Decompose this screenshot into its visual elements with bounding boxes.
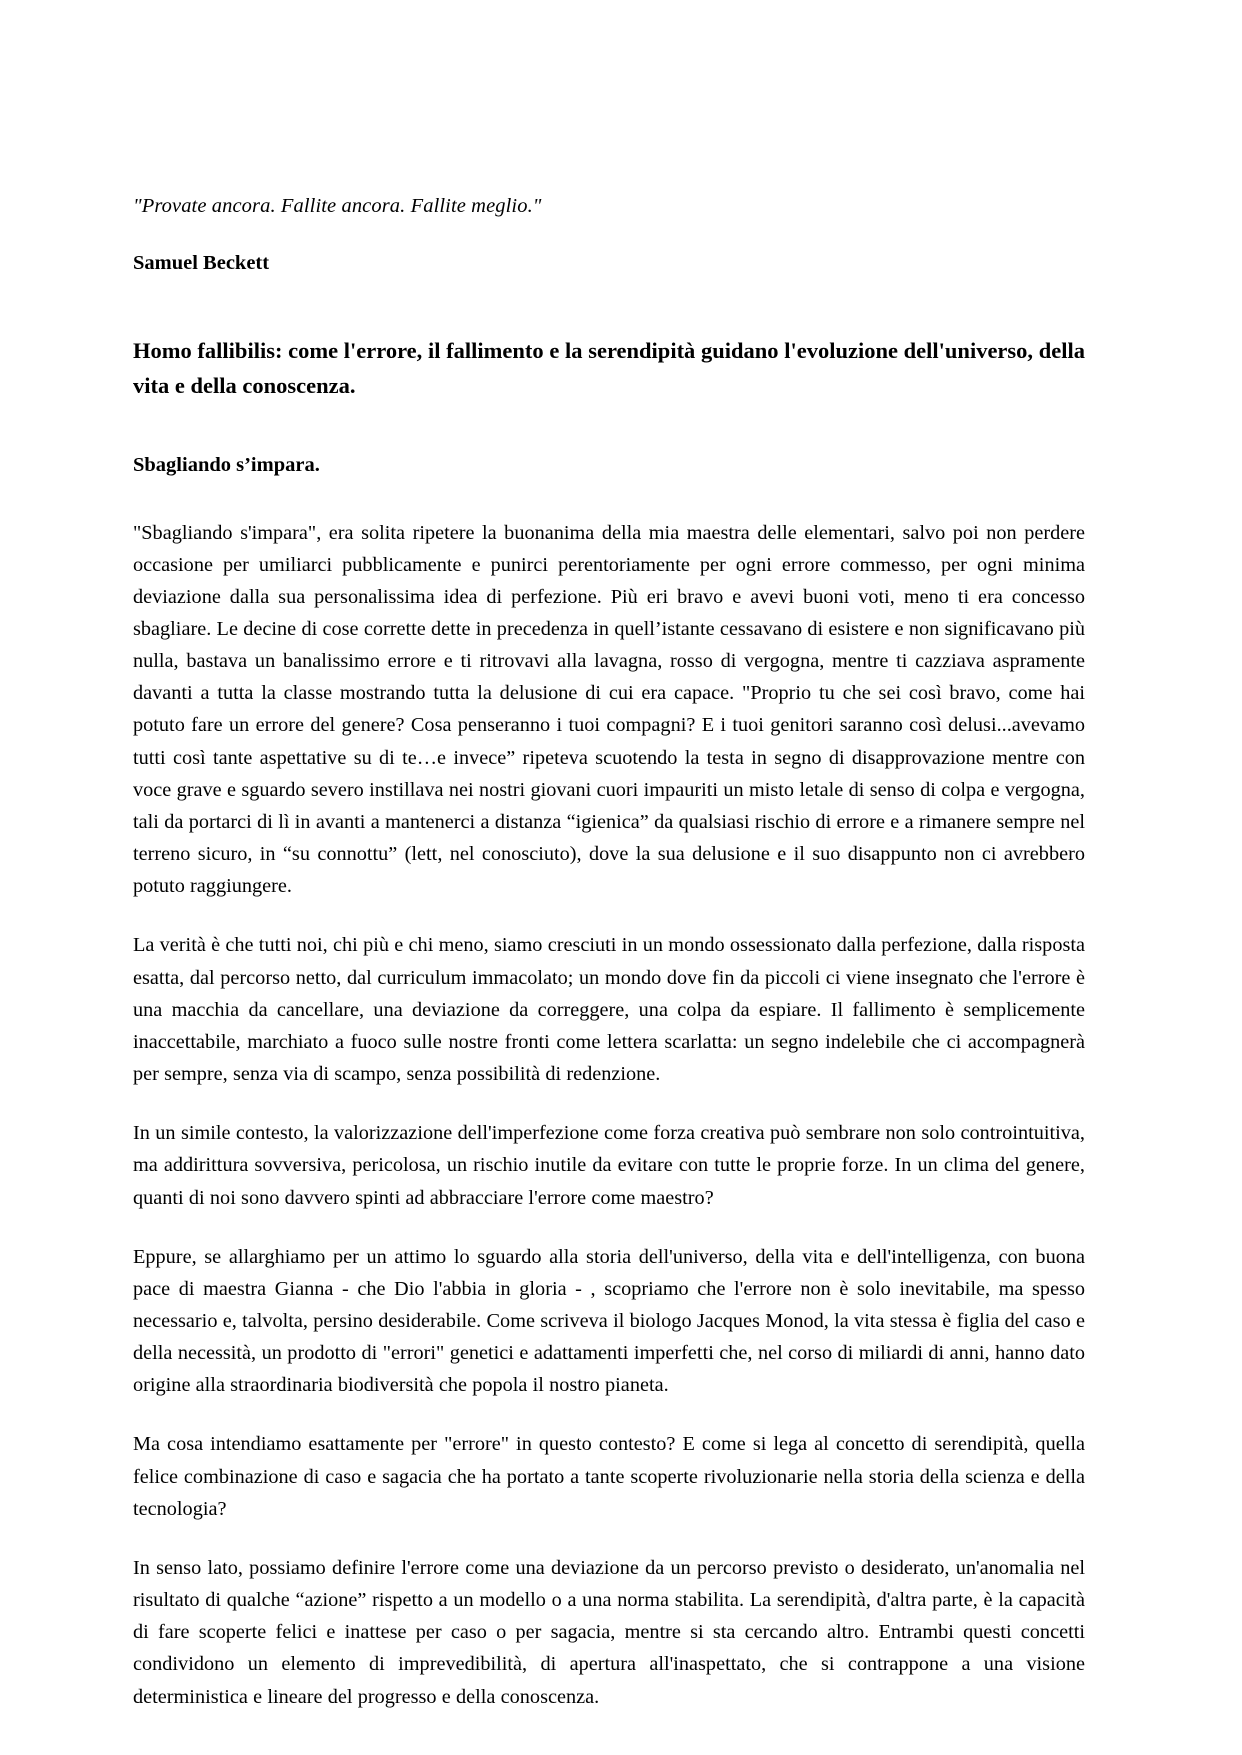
- page-title: Homo fallibilis: come l'errore, il fallimento e la serendipità guidano l'evoluzione dell'universo, della vita e della conoscenza.: [133, 338, 1085, 398]
- epigraph-attribution: Samuel Beckett: [133, 251, 270, 274]
- body-paragraph: Ma cosa intendiamo esattamente per "errore" in questo contesto? E come si lega al concetto di serendipità, quella felice combinazione di caso e sagacia che ha portato a tante scoperte rivoluzionarie nella storia della scienza e della tecnologia?: [133, 1433, 1085, 1520]
- body-paragraph: In un simile contesto, la valorizzazione dell'imperfezione come forza creativa può sembrare non solo controintuitiva, ma addirittura sovversiva, pericolosa, un rischio inutile da evitare con tutte le proprie forze. In un clima del genere, quanti di noi sono davvero spinti ad abbracciare l'errore come maestro?: [133, 1122, 1085, 1209]
- body-paragraph: "Sbagliando s'impara", era solita ripetere la buonanima della mia maestra delle elementari, salvo poi non perdere occasione per umiliarci pubblicamente e punirci perentoriamente per ogni errore commesso, per ogni minima deviazione dalla sua personalissima idea di perfezione. Più eri bravo e avevi buoni voti, meno ti era concesso sbagliare. Le decine di cose corrette dette in precedenza in quell’istante cessavano di esistere e non significavano più nulla, bastava un banalissimo errore e ti ritrovavi alla lavagna, rosso di vergogna, mentre ti cazziava aspramente davanti a tutta la classe mostrando tutta la delusione di cui era capace. "Proprio tu che sei così bravo, come hai potuto fare un errore del genere? Cosa penseranno i tuoi compagni? E i tuoi genitori saranno così delusi...avevamo tutti così tante aspettative su di te…e invece” ripeteva scuotendo la testa in segno di disapprovazione mentre con voce grave e sguardo severo instillava nei nostri giovani cuori impauriti un misto letale di senso di colpa e vergogna, tali da portarci di lì in avanti a mantenerci a distanza “igienica” da qualsiasi rischio di errore e a rimanere sempre nel terreno sicuro, in “su connottu” (lett, nel conosciuto), dove la sua delusione e il suo disappunto non ci avrebbero potuto raggiungere.: [133, 521, 1085, 898]
- epigraph-quote: "Provate ancora. Fallite ancora. Fallite meglio.": [133, 195, 542, 217]
- document-body: [133, 192, 1085, 1713]
- body-paragraph: La verità è che tutti noi, chi più e chi meno, siamo cresciuti in un mondo ossessionato dalla perfezione, dalla risposta esatta, dal percorso netto, dal curriculum immacolato; un mondo dove fin da piccoli ci viene insegnato che l'errore è una macchia da cancellare, una deviazione da correggere, una colpa da espiare. Il fallimento è semplicemente inaccettabile, marchiato a fuoco sulle nostre fronti come lettera scarlatta: un segno indelebile che ci accompagnerà per sempre, senza via di scampo, senza possibilità di redenzione.: [133, 934, 1085, 1086]
- body-paragraph: In senso lato, possiamo definire l'errore come una deviazione da un percorso previsto o desiderato, un'anomalia nel risultato di qualche “azione” rispetto a un modello o a una norma stabilita. La serendipità, d'altra parte, è la capacità di fare scoperte felici e inattese per caso o per sagacia, mentre si sta cercando altro. Entrambi questi concetti condividono un elemento di imprevedibilità, di apertura all'inaspettato, che si contrappone a una visione deterministica e lineare del progresso e della conoscenza.: [133, 1556, 1085, 1708]
- body-paragraph: Eppure, se allarghiamo per un attimo lo sguardo alla storia dell'universo, della vita e dell'intelligenza, con buona pace di maestra Gianna - che Dio l'abbia in gloria - , scopriamo che l'errore non è solo inevitabile, ma spesso necessario e, talvolta, persino desiderabile. Come scriveva il biologo Jacques Monod, la vita stessa è figlia del caso e della necessità, un prodotto di "errori" genetici e adattamenti imperfetti che, nel corso di miliardi di anni, hanno dato origine alla straordinaria biodiversità che popola il nostro pianeta.: [133, 1245, 1085, 1397]
- section-heading: Sbagliando s’impara.: [133, 453, 320, 476]
